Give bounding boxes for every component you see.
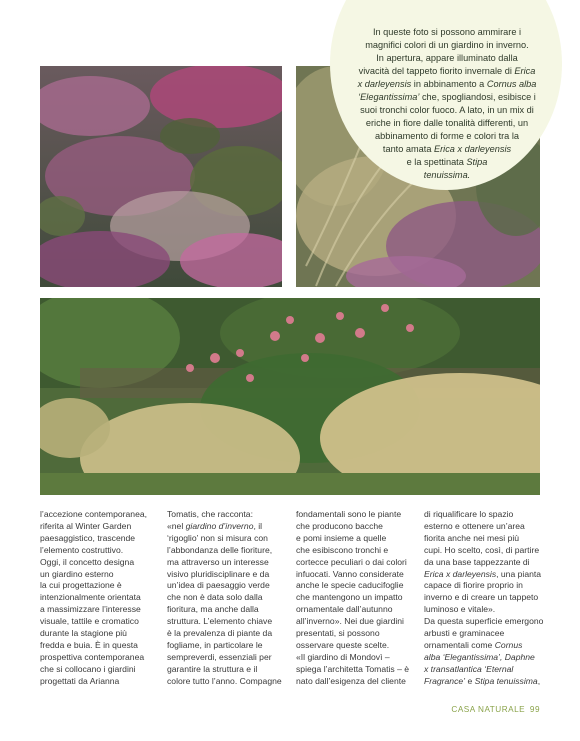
page-footer [451,705,540,714]
text-line [167,676,285,688]
text-column-4 [424,509,544,688]
text-line [424,592,544,604]
text-run: colore tutto l’anno. Compagne [167,675,282,686]
text-run: è la prevalenza di piante da [167,628,273,639]
photo-caption [345,26,549,182]
text-line [40,580,158,592]
text-line [296,628,414,640]
text-line [167,652,285,664]
text-run: inverno e di creare un tappeto [424,592,539,603]
text-run: , il [253,520,263,531]
text-line [40,509,158,521]
text-line [424,533,544,545]
italic-run: Cornus alba [486,79,537,89]
text-line [40,640,158,652]
text-line [424,569,544,581]
text-line [424,664,544,676]
italic-run: alba ‘Elegantissima’, Daphne [424,651,535,662]
text-run: visuale, tattile e cromatico [40,616,139,627]
text-line [296,509,414,521]
text-run: l’abbondanza delle fioriture, [167,544,273,555]
text-run: Tomatis, che racconta: [167,509,253,519]
text-line [40,521,158,533]
text-run: In queste foto si possono ammirare i [372,27,522,37]
text-run: fredda e buia. È in questa [40,639,138,650]
text-run: la cui progettazione è [40,580,122,591]
text-run: infuocati. Vanno considerate [296,568,404,579]
text-line [424,604,544,616]
text-run: riferita al Winter Garden [40,520,132,531]
text-line [345,130,549,143]
text-run: prospettiva contemporanea [40,651,145,662]
text-line [167,545,285,557]
text-line [167,592,285,604]
text-line [345,78,549,91]
text-run: a massimizzare l’interesse [40,604,141,615]
text-run: «Il giardino di Mondovì – [296,651,390,662]
text-line [40,533,158,545]
text-run: magnifici colori di un giardino in inverno. [365,40,529,50]
text-line [296,580,414,592]
text-run: spiega l’architetta Tomatis – è [296,663,410,674]
text-line [40,545,158,557]
text-run: tanto amata [382,144,434,154]
text-line [167,616,285,628]
italic-run: x transatlantica ‘Eternal [424,663,514,674]
text-run: sempreverdi, essenziali per [167,651,272,662]
text-run: abbinamento di forme e colori tra la [374,131,519,141]
text-line [424,557,544,569]
text-run: , una pianta [496,568,542,579]
text-line [167,569,285,581]
italic-run: Erica x darleyensis [433,144,512,154]
italic-run: Erica [514,66,536,76]
text-line [40,592,158,604]
text-line [424,545,544,557]
text-line [167,509,285,521]
text-run: In apertura, appare illuminato dalla [376,53,518,63]
text-line [424,616,544,628]
text-line [296,604,414,616]
text-run: ‘rigoglio’ non si misura con [167,532,268,543]
text-run: eriche in fiore dalle tonalità differenti, un [365,118,529,128]
text-run: un giardino esterno [40,568,114,579]
text-run: durante la stagione più [40,628,127,639]
text-run: cupi. Ho scelto, così, di partire [424,544,540,555]
text-run: di riqualificare lo spazio [424,509,514,519]
text-run: Da questa superficie emergono [424,616,544,627]
text-line [424,652,544,664]
text-run: presentati, si possono [296,628,380,639]
text-line [345,91,549,104]
text-run: che producono bacche [296,520,383,531]
text-run: esterno e ottenere un’area [424,520,525,531]
text-line [296,557,414,569]
text-line [345,169,549,182]
text-line [167,533,285,545]
text-line [296,569,414,581]
text-run: fondamentali sono le piante [296,509,402,519]
text-run: Oggi, il concetto designa [40,556,135,567]
text-line [296,545,414,557]
text-line [296,652,414,664]
text-run: vivacità del tappeto fiorito invernale di [358,66,515,76]
text-line [167,580,285,592]
text-run: cortecce peculiari o dai colori [296,556,407,567]
photo-heather-bed [40,66,282,287]
text-line [167,604,285,616]
text-run: ornamentale dall’autunno [296,604,393,615]
text-run: arbusti e graminacee [424,628,505,639]
text-line [167,640,285,652]
text-run: che mantengono un impatto [296,592,403,603]
text-line [296,521,414,533]
italic-run: Erica x darleyensis [424,568,497,579]
text-line [296,640,414,652]
text-run: fogliame, in particolare le [167,639,263,650]
text-line [40,628,158,640]
text-run: l’elemento costruttivo. [40,544,124,555]
text-run: fiorita anche nei mesi più [424,532,520,543]
text-run: che, spogliandosi, esibisce i [419,92,536,102]
text-line [296,664,414,676]
text-line [40,569,158,581]
text-line [40,676,158,688]
text-run: all’inverno». Nei due giardini [296,616,404,627]
italic-run: giardino d’inverno [185,520,254,531]
text-run: e [465,675,475,686]
text-run: e la spettinata [406,157,467,167]
text-run: in abbinamento a [411,79,487,89]
text-run: capace di fiorire proprio in [424,580,523,591]
text-line [424,676,544,688]
text-line [40,616,158,628]
text-run: e pomi insieme a quelle [296,532,387,543]
text-line [40,604,158,616]
text-run: paesaggistico, trascende [40,532,136,543]
text-line [167,557,285,569]
text-run: che esibiscono tronchi e [296,544,389,555]
text-line [167,628,285,640]
text-run: luminoso e vitale». [424,604,496,615]
text-line [296,533,414,545]
text-line [296,592,414,604]
text-run: visivo pluridisciplinare e da [167,568,270,579]
italic-run: Cornus [494,639,523,650]
text-run: osservare queste scelte. [296,639,390,650]
italic-run: tenuissima. [423,170,471,180]
text-run: un’idea di paesaggio verde [167,580,270,591]
text-line [167,521,285,533]
text-line [345,156,549,169]
text-line [424,640,544,652]
text-run: intenzionalmente orientata [40,592,141,603]
magazine-name: CASA NATURALE [451,705,526,714]
text-run: che si collocano i giardini [40,663,136,674]
italic-run: ‘Elegantissima’ [358,92,420,102]
text-run: ma attraverso un interesse [167,556,269,567]
text-line [424,628,544,640]
text-run: nato dall’esigenza del cliente [296,675,406,686]
text-run: da una base tappezzante di [424,556,530,567]
text-line [345,104,549,117]
text-line [345,65,549,78]
text-column-2 [167,509,285,688]
text-run: che non è data solo dalla [167,592,263,603]
text-line [424,580,544,592]
text-line [296,616,414,628]
text-line [296,676,414,688]
text-line [345,117,549,130]
text-line [40,664,158,676]
text-line [40,557,158,569]
italic-run: Stipa [466,157,488,167]
photo-garden-echinacea [40,298,540,495]
italic-run: x darleyensis [357,79,412,89]
text-line [345,26,549,39]
text-run: ornamentali come [424,639,495,650]
text-column-3 [296,509,414,688]
text-run: struttura. L’elemento chiave [167,616,273,627]
text-column-1 [40,509,158,688]
text-line [345,52,549,65]
text-run: fioritura, ma anche dalla [167,604,259,615]
text-line [40,652,158,664]
text-run: progettati da Arianna [40,675,120,686]
italic-run: Stipa tenuissima [474,675,538,686]
page-number: 99 [529,705,540,714]
text-run: l’accezione contemporanea, [40,509,148,519]
text-run: «nel [167,520,186,531]
text-run: suoi tronchi color fuoco. A lato, in un mix di [360,105,534,115]
text-line [345,39,549,52]
text-run: garantire la struttura e il [167,663,258,674]
text-run: , [537,675,541,686]
text-run: anche le specie caducifoglie [296,580,404,591]
text-line [345,143,549,156]
text-line [424,509,544,521]
text-line [167,664,285,676]
text-line [424,521,544,533]
italic-run: Fragrance’ [424,675,466,686]
